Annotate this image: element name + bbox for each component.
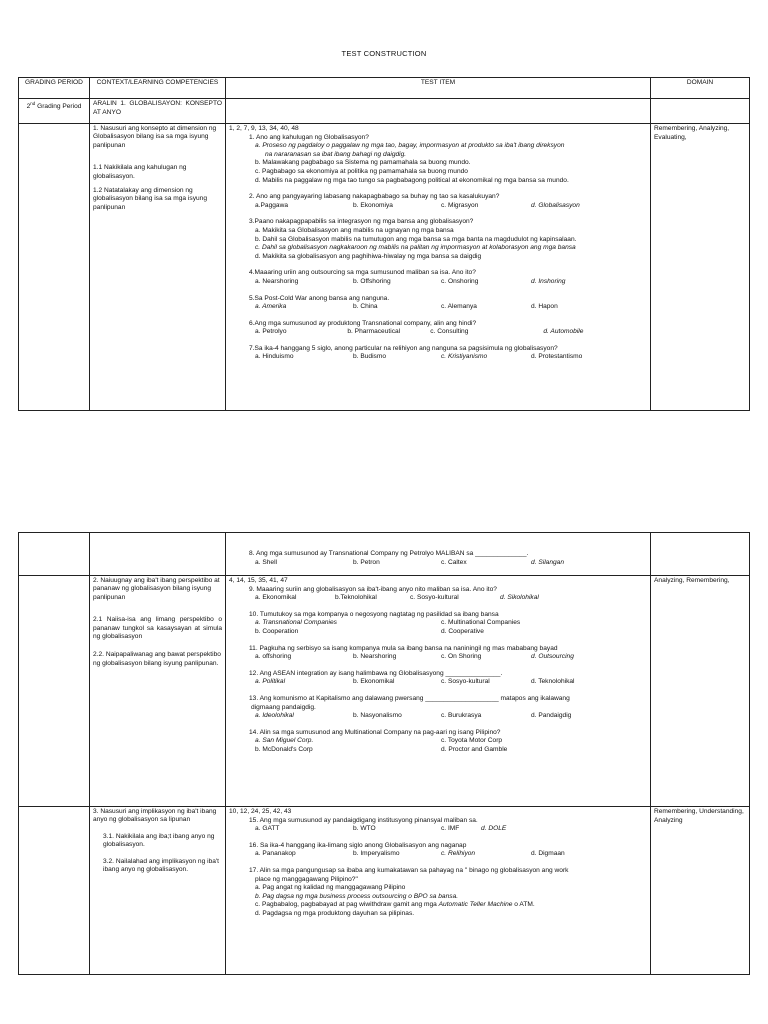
document-title: TEST CONSTRUCTION <box>341 49 427 58</box>
header-grading-period: GRADING PERIOD <box>19 78 90 99</box>
test-table-page-2 <box>18 532 750 975</box>
question-8: 8. Ang mga sumusunod ay Transnational Company ng Petrolyo MALIBAN sa ______________. a. Shell b. Petron c. Caltex d. Silangan <box>226 533 651 576</box>
question-1: 1. Ano ang kahulugan ng Globalisasyon? a. Proseso ng pagdaloy o paggalaw ng mga tao, bagay, impormasyon at produkto sa iba't ibang direksyon na nararanasan sa ibat ibang bahagi ng daigdig. b. Malawakang pagbabago sa Sistema ng pamamahala sa buong mundo. c. Pagbabago sa ekonomiya at politika ng pamamahala sa buong mundo d. Mabilis na paggalaw ng mga tao tungo sa pagbabagong political at ekonomikal ng mga bansa sa mundo. <box>249 133 569 184</box>
competency-1: 1. Nasusuri ang konsepto at dimension ng Globalisasyon bilang isa sa mga isyung panlipunan 1.1 Nakikilala ang kahulugan ng globalisasyon. 1.2 Natatalakay ang dimension ng globalisasyon bilang isa sa mga isyung panlipunan <box>90 124 226 411</box>
test-table-page-1 <box>18 77 750 411</box>
question-11: 11. Pagkuha ng serbisyo sa isang kompanya mula sa ibang bansa na naniningil ng mas mababang bayad a. offshoring b. Nearshoring c. On Shoring d. Outsourcing <box>249 644 574 661</box>
question-15: 15. Ang mga sumusunod ay pandaigdigang institusyong pinansyal maliban sa. a. GATT b. WTO c. IMF d. DOLE <box>249 816 507 833</box>
domain-2: Analyzing, Remembering, <box>651 576 750 807</box>
item-numbers-2: 4, 14, 15, 35, 41, 47 <box>229 577 288 584</box>
question-6: 6.Ang mga sumusunod ay produktong Transnational company, alin ang hindi? a. Petrolyo b. Pharmaceutical c. Consulting d. Automobile <box>249 319 584 336</box>
test-items-1 <box>226 124 651 411</box>
domain-3: Remembering, Understanding, Analyzing <box>651 807 750 975</box>
question-12: 12. Ang ASEAN integration ay isang halimbawa ng Globalisasyong _______________. a. Politikal b. Ekonomikal c. Sosyo-kultural d. Teknolohikal <box>249 669 575 686</box>
question-17: 17. Alin sa mga pangungusap sa ibaba ang kumakatawan sa pahayag na " binago ng globalisasyon ang work place ng manggagawang Pilipino?" a. Pag angat ng kalidad ng manggagawang Pilipino b. Pag dagsa ng mga business process outsourcing o BPO sa bansa. c. Pagbabalog, pagbabayad at pag wiwithdraw gamit ang mga Automatic Teller Machine o ATM. d. Pagdagsa ng mga produktong dayuhan sa pilipinas. <box>249 866 569 917</box>
header-domain: DOMAIN <box>651 78 750 99</box>
competency-3: 3. Nasusuri ang implikasyon ng iba't ibang anyo ng globalisasyon sa lipunan 3.1. Nakikilala ang iba;t ibang anyo ng globalisasyon. 3.2. Nailalahad ang implikasyon ng iba't ibang anyo ng globalisasyon. <box>90 807 226 975</box>
item-numbers-1: 1, 2, 7, 9, 13, 34, 40, 48 <box>229 125 299 132</box>
question-16: 16. Sa ika-4 hanggang ika-limang siglo anong Globalisasyon ang naganap a. Pananakop b. Imperyalismo c. Relihiyon d. Digmaan <box>249 841 565 858</box>
question-7: 7.Sa ika-4 hanggang 5 siglo, anong particular na relihiyon ang nanguna sa pagsisimula ng globalisasyon? a. Hinduismo b. Budismo c. Kristiyanismo d. Protestantismo <box>249 344 583 361</box>
test-items-3 <box>226 807 651 975</box>
question-5: 5.Sa Post-Cold War anong bansa ang nanguna. a. Amerika b. China c. Alemanya d. Hapon <box>249 294 558 311</box>
question-9: 9. Maaaring suriin ang globalisasyon sa iba't-ibang anyo nito maliban sa isa. Ano ito? a. Ekonomikal b.Teknolohikal c. Sosyo-kultural d. Sikolohikal <box>249 585 539 602</box>
question-13: 13. Ang komunismo at Kapitalismo ang dalawang pwersang ____________________ matapos ang ikalawang digmaang pandaigdig. a. Ideolohikal b. Nasyonalismo c. Burukrasya d. Pandaigdig <box>249 694 572 720</box>
aralin-cell: ARALIN 1. GLOBALISAYON: KONSEPTO AT ANYO <box>90 99 226 124</box>
item-numbers-3: 10, 12, 24, 25, 42, 43 <box>229 808 292 815</box>
question-10: 10. Tumutukoy sa mga kompanya o negosyong nagtatag ng pasilidad sa ibang bansa a. Transnational Companies c. Multinational Companies b. Cooperation d. Cooperative <box>249 610 521 635</box>
test-items-2 <box>226 576 651 807</box>
question-14: 14. Alin sa mga sumusunod ang Multinational Company na pag-aari ng isang Pilipino? a. San Miguel Corp. c. Toyota Motor Corp b. McDonald's Corp d. Proctor and Gamble <box>249 728 508 753</box>
question-2: 2. Ano ang pangyayaring labasang nakapagbabago sa buhay ng tao sa kasalukuyan? a.Paggawa b. Ekonomiya c. Migrasyon d. Globalisasyon <box>249 193 580 209</box>
grading-period-cell: 2nd Grading Period <box>19 99 90 124</box>
competency-2: 2. Naiuugnay ang iba't ibang perspektibo at pananaw ng globalisasyon bilang isyung panlipunan 2.1 Naiisa-isa ang limang perspektibo o pananaw tungkol sa kasaysayan at simula ng globalisasyon 2.2. Naipapaliwanag ang bawat perspektibo ng globalisasyon bilang isyung panlipunan. <box>90 576 226 807</box>
domain-1: Remembering, Analyzing, Evaluating, <box>651 124 750 411</box>
header-context: CONTEXT/LEARNING COMPETENCIES <box>90 78 226 99</box>
question-4: 4.Maaaring uriin ang outsourcing sa mga sumusunod maliban sa isa. Ano ito? a. Nearshoring b. Offshoring c. Onshoring d. Inshoring <box>249 269 566 285</box>
header-test-item: TEST ITEM <box>226 78 651 99</box>
question-3: 3.Paano nakapagpapabilis sa integrasyon ng mga bansa ang globalisasyon? a. Makikita sa Globalisasyon ang mabilis na ugnayan ng mga bansa b. Dahil sa Globalisasyon mabilis na tumutugon ang mga bansa sa mga banta na magdudulot ng kapinsalaan. c. Dahil sa globalisasyon nagkakaroon ng mabilis na palitan ng impormasyon at kolaborasyon ang mga bansa d. Makikita sa globalisasyon ang paghihiwa-hiwalay ng mga bansa sa daigdig <box>249 218 577 260</box>
